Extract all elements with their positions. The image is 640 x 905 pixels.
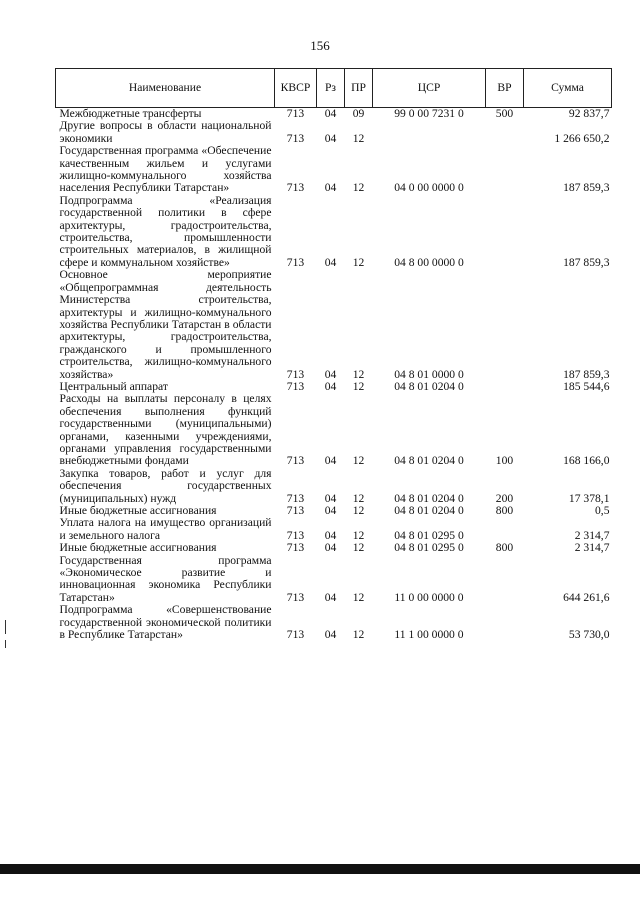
cell-rz: 04: [324, 491, 337, 505]
cell-rz: 04: [324, 504, 337, 517]
cell-sum: 53 730,0: [568, 628, 610, 642]
cell-rz: 04: [324, 131, 337, 145]
header-csr: ЦСР: [373, 69, 486, 108]
cell-kvsr: 713: [286, 541, 305, 555]
cell-pr: 12: [352, 454, 365, 468]
cell-name: Межбюджетные трансферты: [59, 107, 202, 120]
cell-kvsr: 713: [286, 590, 305, 604]
table-row: [56, 517, 612, 542]
cell-kvsr: 713: [286, 628, 305, 642]
cell-sum: 187 859,3: [563, 181, 610, 195]
cell-vr: 800: [495, 541, 514, 555]
cell-sum: 644 261,6: [563, 590, 610, 604]
cell-vr: [486, 555, 524, 605]
cell-vr: [486, 381, 524, 393]
cell-vr: [486, 145, 524, 195]
header-vr: ВР: [486, 69, 524, 108]
cell-csr: 04 0 00 0000 0: [394, 181, 464, 195]
table-row: [56, 468, 612, 505]
cell-name: Другие вопросы в области национальной экономики: [59, 119, 272, 145]
cell-sum: 187 859,3: [563, 255, 610, 269]
cell-rz: 04: [324, 181, 337, 195]
cell-vr: 800: [495, 504, 514, 517]
cell-kvsr: 713: [286, 131, 305, 145]
cell-name: Основное мероприятие «Общепрограммная деятельность Министерства строительства, архитектуры и жилищно-коммунального хозяйства Республики Татарстан в области архитектуры, градостроительства, гражданского и промышленного строительства, жилищно-коммунального хозяйства»: [59, 268, 272, 381]
cell-sum: 1 266 650,2: [554, 131, 610, 145]
cell-pr: 12: [352, 491, 365, 505]
table-row: [56, 542, 612, 554]
cell-pr: 12: [352, 541, 365, 555]
cell-csr: 04 8 01 0204 0: [394, 379, 464, 393]
margin-mark: [5, 640, 6, 648]
cell-name: Расходы на выплаты персоналу в целях обеспечения выполнения функций государственными (муниципальными) органами, казенными учреждениями, органами управления государственными внебюджетными фондами: [59, 392, 272, 468]
cell-name: Иные бюджетные ассигнования: [59, 541, 217, 555]
margin-mark: [5, 620, 6, 634]
cell-vr: 200: [495, 491, 514, 505]
cell-vr: [486, 269, 524, 381]
cell-pr: 12: [352, 255, 365, 269]
cell-pr: 12: [352, 528, 365, 542]
cell-kvsr: 713: [286, 255, 305, 269]
cell-csr: 04 8 01 0204 0: [394, 491, 464, 505]
cell-rz: 04: [324, 367, 337, 381]
cell-pr: 12: [352, 504, 365, 517]
table-row: [56, 393, 612, 467]
header-sum: Сумма: [524, 69, 612, 108]
header-pr: ПР: [345, 69, 373, 108]
table-header: [56, 69, 612, 108]
header-rz: Рз: [317, 69, 345, 108]
cell-vr: 100: [495, 454, 514, 468]
cell-csr: [373, 120, 486, 145]
cell-csr: 04 8 00 0000 0: [394, 255, 464, 269]
cell-rz: 04: [324, 379, 337, 393]
cell-vr: [486, 195, 524, 269]
cell-name: Подпрограмма «Совершенствование государственной экономической политики в Республике Татарстан»: [59, 603, 272, 642]
cell-kvsr: 713: [286, 107, 305, 120]
cell-csr: 11 1 00 0000 0: [394, 628, 464, 642]
cell-sum: 185 544,6: [563, 379, 610, 393]
cell-name: Уплата налога на имущество организаций и земельного налога: [59, 516, 272, 542]
cell-kvsr: 713: [286, 379, 305, 393]
cell-kvsr: 713: [286, 454, 305, 468]
cell-sum: 187 859,3: [563, 367, 610, 381]
cell-csr: 04 8 01 0000 0: [394, 367, 464, 381]
cell-name: Подпрограмма «Реализация государственной политики в сфере архитектуры, градостроительства, строительства, промышленности строительных материалов, в жилищной сфере и коммунальном хозяйстве»: [59, 193, 272, 269]
cell-rz: 04: [324, 528, 337, 542]
table-row: [56, 604, 612, 641]
cell-sum: 0,5: [595, 504, 610, 517]
scan-edge-bar: [0, 864, 640, 874]
cell-csr: 04 8 01 0204 0: [394, 454, 464, 468]
cell-kvsr: 713: [286, 367, 305, 381]
cell-vr: 500: [495, 107, 514, 120]
cell-sum: 2 314,7: [574, 541, 610, 555]
cell-rz: 04: [324, 255, 337, 269]
budget-table: [55, 68, 612, 641]
cell-csr: 04 8 01 0295 0: [394, 528, 464, 542]
cell-pr: 12: [352, 131, 365, 145]
header-kvsr: КВСР: [275, 69, 317, 108]
cell-vr: [486, 604, 524, 641]
cell-pr: 12: [352, 181, 365, 195]
cell-pr: 12: [352, 367, 365, 381]
table-row: [56, 145, 612, 195]
cell-name: Государственная программа «Обеспечение качественным жильем и услугами жилищно-коммунального хозяйства населения Республики Татарстан»: [59, 144, 272, 195]
cell-csr: 04 8 01 0204 0: [394, 504, 464, 517]
cell-kvsr: 713: [286, 504, 305, 517]
cell-name: Иные бюджетные ассигнования: [59, 504, 217, 517]
table-row: [56, 269, 612, 381]
page-number: 156: [310, 38, 330, 53]
cell-kvsr: 713: [286, 528, 305, 542]
cell-pr: 12: [352, 590, 365, 604]
table-row: [56, 555, 612, 605]
cell-csr: 04 8 01 0295 0: [394, 541, 464, 555]
cell-sum: 92 837,7: [568, 107, 610, 120]
table-body: [56, 108, 612, 642]
table-row: [56, 120, 612, 145]
cell-csr: 11 0 00 0000 0: [394, 590, 464, 604]
cell-name: Центральный аппарат: [59, 379, 168, 393]
cell-pr: 09: [352, 107, 365, 120]
cell-rz: 04: [324, 541, 337, 555]
cell-pr: 12: [352, 379, 365, 393]
cell-vr: [486, 517, 524, 542]
cell-kvsr: 713: [286, 491, 305, 505]
cell-rz: 04: [324, 107, 337, 120]
cell-sum: 17 378,1: [568, 491, 610, 505]
cell-pr: 12: [352, 628, 365, 642]
table-row: [56, 195, 612, 269]
cell-rz: 04: [324, 454, 337, 468]
cell-rz: 04: [324, 628, 337, 642]
cell-csr: 99 0 00 7231 0: [394, 107, 464, 120]
cell-rz: 04: [324, 590, 337, 604]
cell-sum: 2 314,7: [574, 528, 610, 542]
cell-name: Закупка товаров, работ и услуг для обеспечения государственных (муниципальных) нужд: [59, 466, 272, 505]
cell-sum: 168 166,0: [563, 454, 610, 468]
cell-vr: [486, 120, 524, 145]
cell-kvsr: 713: [286, 181, 305, 195]
cell-name: Государственная программа «Экономическое развитие и инновационная экономика Республики Татарстан»: [59, 553, 272, 604]
header-name: Наименование: [56, 69, 275, 108]
